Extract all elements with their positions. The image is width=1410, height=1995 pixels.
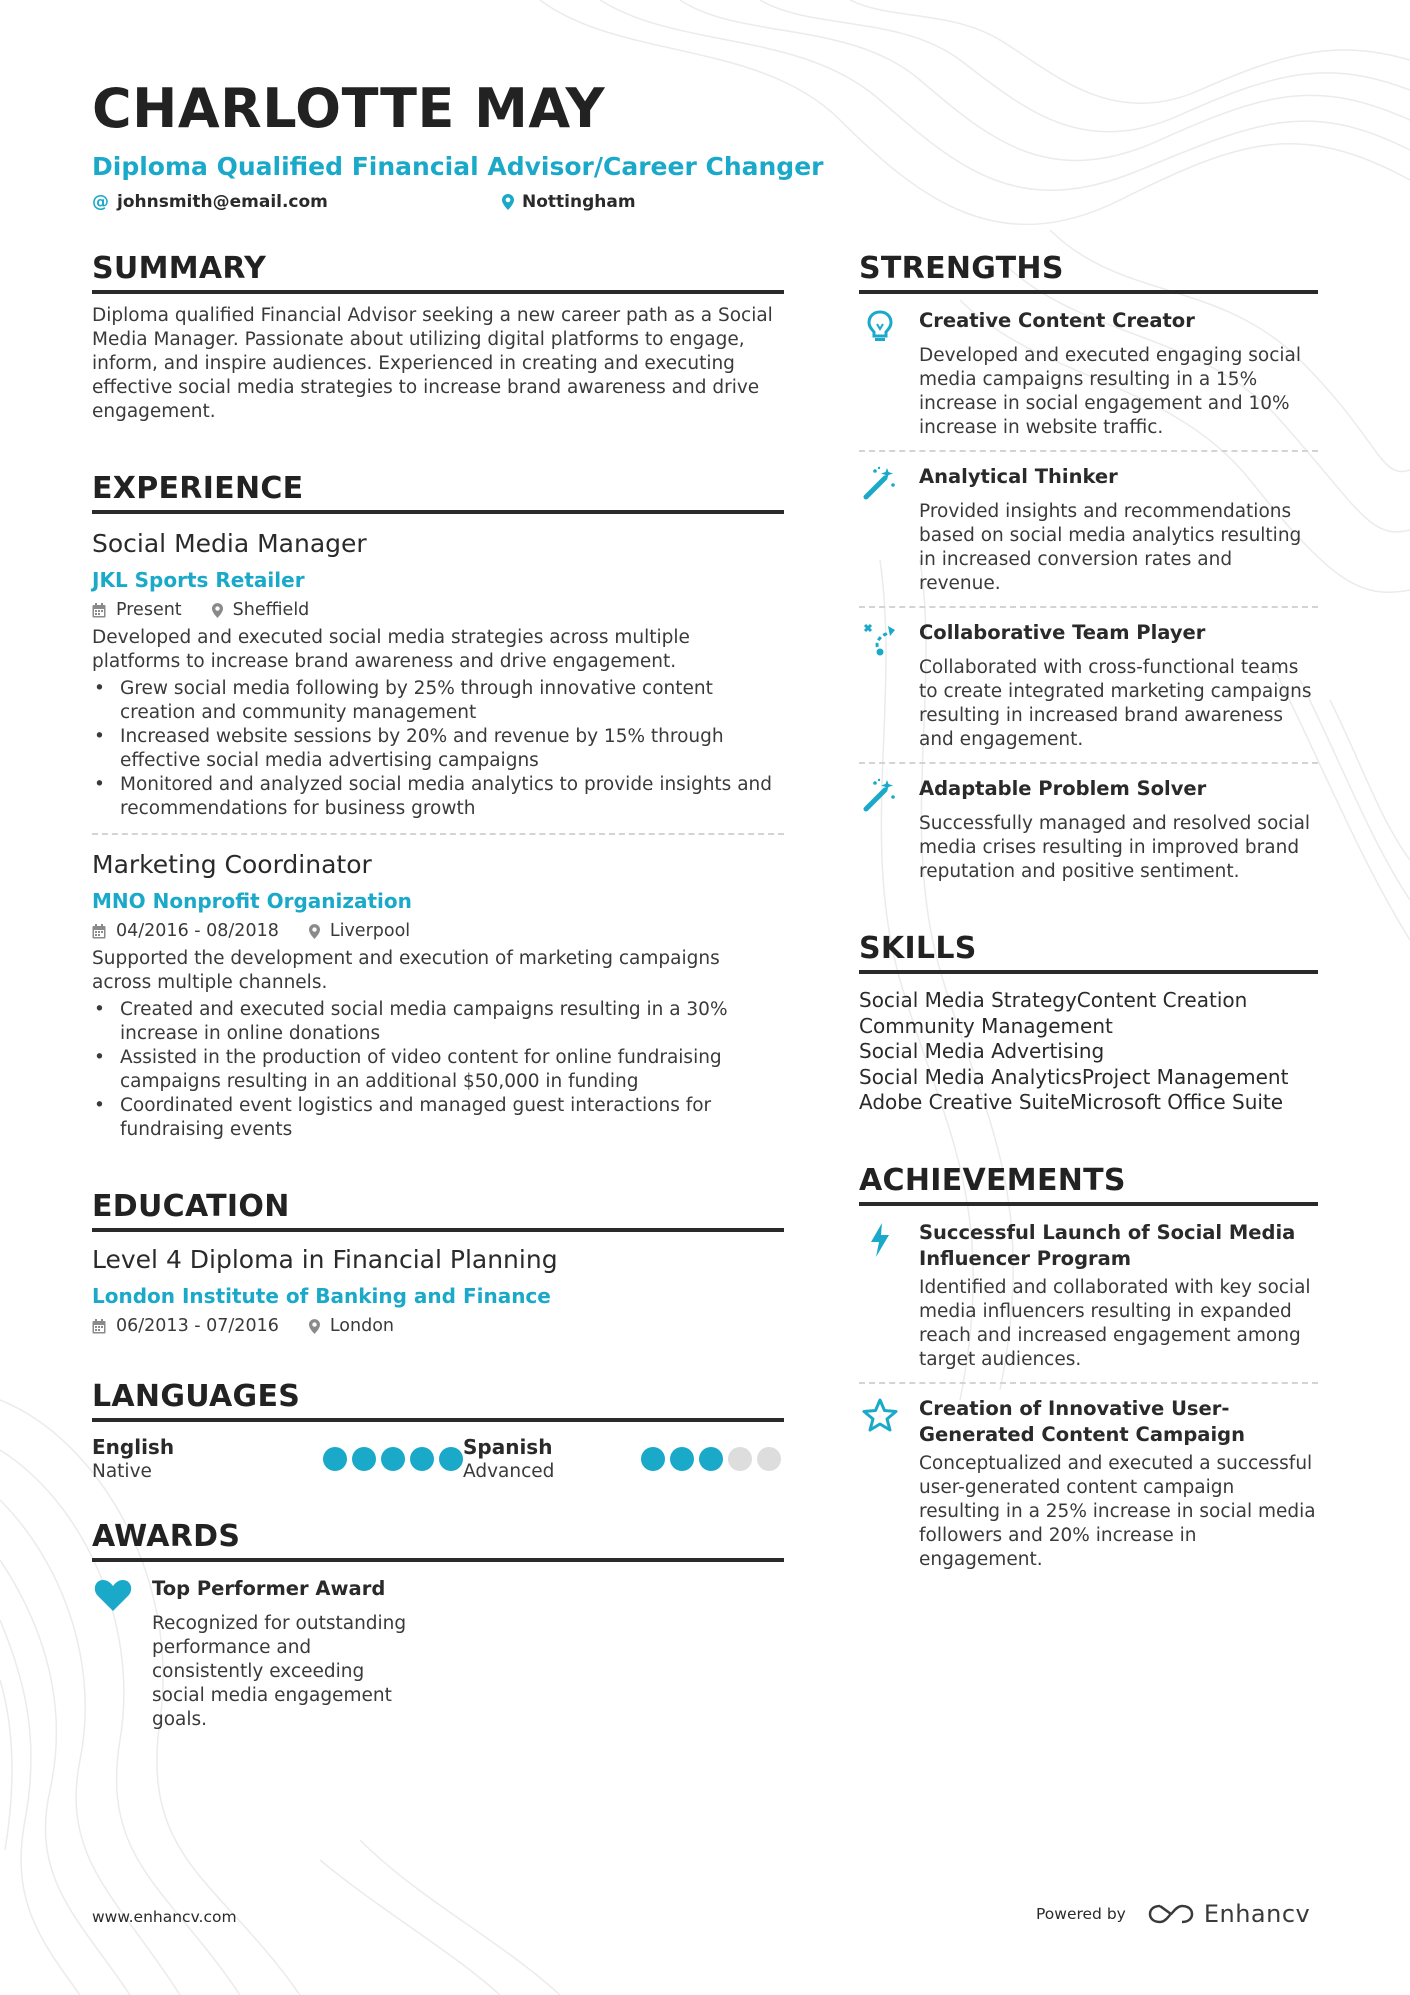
bullet-item: • Grew social media following by 25% through innovative content creation and community management: [92, 677, 784, 725]
bullet-item: • Assisted in the production of video content for online fundraising campaigns resulting in an additional $50,000 in funding: [92, 1046, 784, 1094]
heart-icon: [92, 1576, 134, 1732]
job-bullets: [92, 677, 784, 821]
strength-body: [919, 776, 1318, 884]
job-location-text: Sheffield: [232, 600, 310, 620]
achievement-description: Identified and collaborated with key social media influencers resulting in expanded reach and increased engagement among target audiences.: [919, 1276, 1311, 1370]
bullet-item: • Coordinated event logistics and managed guest interactions for fundraising events: [92, 1094, 784, 1142]
school-name: London Institute of Banking and Finance: [92, 1284, 551, 1308]
strengths-section: [859, 250, 1318, 884]
magic-wand-icon: [859, 776, 901, 884]
section-title-experience: EXPERIENCE: [92, 470, 784, 514]
job-location: [309, 919, 410, 943]
skill-line: Social Media Advertising: [859, 1039, 1105, 1063]
languages-section: [92, 1378, 784, 1484]
education-meta: [92, 1314, 784, 1338]
job-company: JKL Sports Retailer: [92, 568, 305, 592]
contact-location: [502, 192, 636, 212]
education-date-text: 06/2013 - 07/2016: [116, 1316, 279, 1336]
language-text: [92, 1434, 174, 1484]
skill-line: Social Media StrategyContent Creation: [859, 988, 1248, 1012]
job-company: MNO Nonprofit Organization: [92, 889, 412, 913]
language-name: Spanish: [463, 1435, 553, 1459]
education-location-text: London: [329, 1316, 394, 1336]
section-title-skills: SKILLS: [859, 930, 1318, 974]
lightbulb-icon: [859, 308, 901, 440]
calendar-icon: [92, 603, 106, 618]
right-column: [859, 250, 1318, 1572]
job-description: Developed and executed social media strategies across multiple platforms to increase brand awareness and drive engagement.: [92, 627, 690, 672]
language-level: Advanced: [463, 1461, 555, 1482]
summary-text: Diploma qualified Financial Advisor seeking a new career path as a Social Media Manager. Passionate about utilizing digital platforms to engage, inform, and inspire audiences. Experienced in creating and executing effective social media strategies to increase brand awareness and drive engagement.: [92, 305, 773, 422]
bullet-item: • Created and executed social media campaigns resulting in a 30% increase in online donations: [92, 998, 784, 1046]
achievement-body: [919, 1396, 1318, 1572]
language-item: [463, 1434, 781, 1484]
awards-section: [92, 1518, 784, 1732]
job-location-text: Liverpool: [329, 921, 411, 941]
job-entry: [92, 528, 784, 821]
education-location: [309, 1314, 394, 1338]
candidate-role: Diploma Qualified Financial Advisor/Career Changer: [92, 152, 824, 181]
magic-wand-icon: [859, 464, 901, 596]
resume-header: [92, 74, 1322, 212]
rating-dot: [439, 1447, 463, 1471]
job-bullets: [92, 998, 784, 1142]
achievement-divider: [859, 1382, 1318, 1384]
strength-item: [859, 620, 1318, 752]
strength-title: Adaptable Problem Solver: [919, 777, 1207, 800]
strategy-icon: [859, 620, 901, 752]
award-item: [92, 1576, 422, 1732]
section-title-education: EDUCATION: [92, 1188, 784, 1232]
footer-website-link[interactable]: www.enhancv.com: [92, 1908, 237, 1926]
strength-item: [859, 308, 1318, 440]
strength-title: Analytical Thinker: [919, 465, 1118, 488]
location-pin-icon: [309, 1319, 320, 1334]
strength-item: [859, 776, 1318, 884]
language-rating: [323, 1447, 463, 1471]
bullet-item: • Monitored and analyzed social media analytics to provide insights and recommendations for business growth: [92, 773, 784, 821]
award-body: [152, 1576, 422, 1732]
strength-description: Provided insights and recommendations based on social media analytics resulting in increased conversion rates and revenue.: [919, 501, 1302, 594]
job-date: [92, 598, 182, 622]
email-text: johnsmith@email.com: [117, 192, 328, 212]
section-title-achievements: ACHIEVEMENTS: [859, 1162, 1318, 1206]
strength-title: Collaborative Team Player: [919, 621, 1206, 644]
education-date: [92, 1314, 279, 1338]
contact-email[interactable]: [92, 192, 502, 212]
calendar-icon: [92, 924, 106, 939]
strength-body: [919, 308, 1318, 440]
rating-dot: [728, 1447, 752, 1471]
achievement-description: Conceptualized and executed a successful user-generated content campaign resulting in a 25% increase in social media followers and 20% increase in engagement.: [919, 1452, 1316, 1570]
degree-title: Level 4 Diploma in Financial Planning: [92, 1245, 558, 1274]
strength-description: Collaborated with cross-functional teams to create integrated marketing campaigns resulting in increased brand awareness and engagement.: [919, 657, 1312, 750]
job-divider: [92, 833, 784, 835]
location-text: Nottingham: [522, 192, 636, 212]
brand-name: Enhancv: [1203, 1900, 1311, 1928]
rating-dot: [410, 1447, 434, 1471]
footer-branding: [1036, 1900, 1310, 1928]
job-title: Marketing Coordinator: [92, 850, 372, 879]
job-date-text: Present: [116, 600, 182, 620]
rating-dot: [757, 1447, 781, 1471]
strength-divider: [859, 606, 1318, 608]
award-description: Recognized for outstanding performance and consistently exceeding social media engagement goals.: [152, 1613, 407, 1730]
achievement-body: [919, 1220, 1318, 1372]
job-title: Social Media Manager: [92, 529, 367, 558]
job-description: Supported the development and execution of marketing campaigns across multiple channels.: [92, 948, 720, 993]
strength-description: Successfully managed and resolved social media crises resulting in improved brand reputation and positive sentiment.: [919, 813, 1311, 882]
skill-line: Adobe Creative SuiteMicrosoft Office Suite: [859, 1090, 1284, 1114]
section-title-awards: AWARDS: [92, 1518, 784, 1562]
strength-item: [859, 464, 1318, 596]
candidate-name: CHARLOTTE MAY: [92, 77, 606, 140]
job-meta: [92, 598, 784, 622]
bullet-item: • Increased website sessions by 20% and revenue by 15% through effective social media advertising campaigns: [92, 725, 784, 773]
contact-row: [92, 192, 1322, 212]
lightning-icon: [859, 1220, 901, 1372]
achievements-section: [859, 1162, 1318, 1572]
star-icon: [859, 1396, 901, 1572]
language-name: English: [92, 1435, 175, 1459]
award-title: Top Performer Award: [152, 1577, 386, 1600]
calendar-icon: [92, 1319, 106, 1334]
powered-by-label: Powered by: [1036, 1905, 1126, 1923]
skill-line: Community Management: [859, 1013, 1113, 1038]
strength-body: [919, 620, 1318, 752]
language-text: [463, 1434, 554, 1484]
brand-logo[interactable]: [1148, 1900, 1310, 1928]
section-title-strengths: STRENGTHS: [859, 250, 1318, 294]
achievement-title: Successful Launch of Social Media Influencer Program: [919, 1220, 1296, 1270]
skill-line: Social Media AnalyticsProject Management: [859, 1064, 1289, 1089]
job-meta: [92, 919, 784, 943]
job-location: [212, 598, 310, 622]
job-entry: [92, 849, 784, 1142]
location-pin-icon: [309, 924, 320, 939]
left-column: [92, 250, 784, 1732]
achievement-item: [859, 1220, 1318, 1372]
language-level: Native: [92, 1461, 152, 1482]
summary-section: [92, 250, 784, 424]
rating-dot: [670, 1447, 694, 1471]
location-pin-icon: [212, 603, 223, 618]
infinity-logo-icon: [1148, 1902, 1194, 1926]
rating-dot: [352, 1447, 376, 1471]
job-date: [92, 919, 279, 943]
rating-dot: [381, 1447, 405, 1471]
strength-description: Developed and executed engaging social media campaigns resulting in a 15% increase in social engagement and 10% increase in website traffic.: [919, 345, 1301, 438]
rating-dot: [641, 1447, 665, 1471]
at-icon: @: [92, 192, 109, 212]
skills-section: [859, 930, 1318, 1116]
language-item: [92, 1434, 463, 1484]
section-title-summary: SUMMARY: [92, 250, 784, 294]
skills-list: [859, 988, 1318, 1116]
achievement-item: [859, 1396, 1318, 1572]
experience-section: [92, 470, 784, 1142]
education-section: [92, 1188, 784, 1338]
strength-title: Creative Content Creator: [919, 309, 1195, 332]
strength-body: [919, 464, 1318, 596]
strength-divider: [859, 450, 1318, 452]
rating-dot: [323, 1447, 347, 1471]
strength-divider: [859, 762, 1318, 764]
job-date-text: 04/2016 - 08/2018: [116, 921, 279, 941]
section-title-languages: LANGUAGES: [92, 1378, 784, 1422]
languages-row: [92, 1434, 784, 1484]
location-pin-icon: [502, 194, 514, 210]
achievement-title: Creation of Innovative User-Generated Content Campaign: [919, 1396, 1245, 1446]
rating-dot: [699, 1447, 723, 1471]
language-rating: [641, 1447, 781, 1471]
